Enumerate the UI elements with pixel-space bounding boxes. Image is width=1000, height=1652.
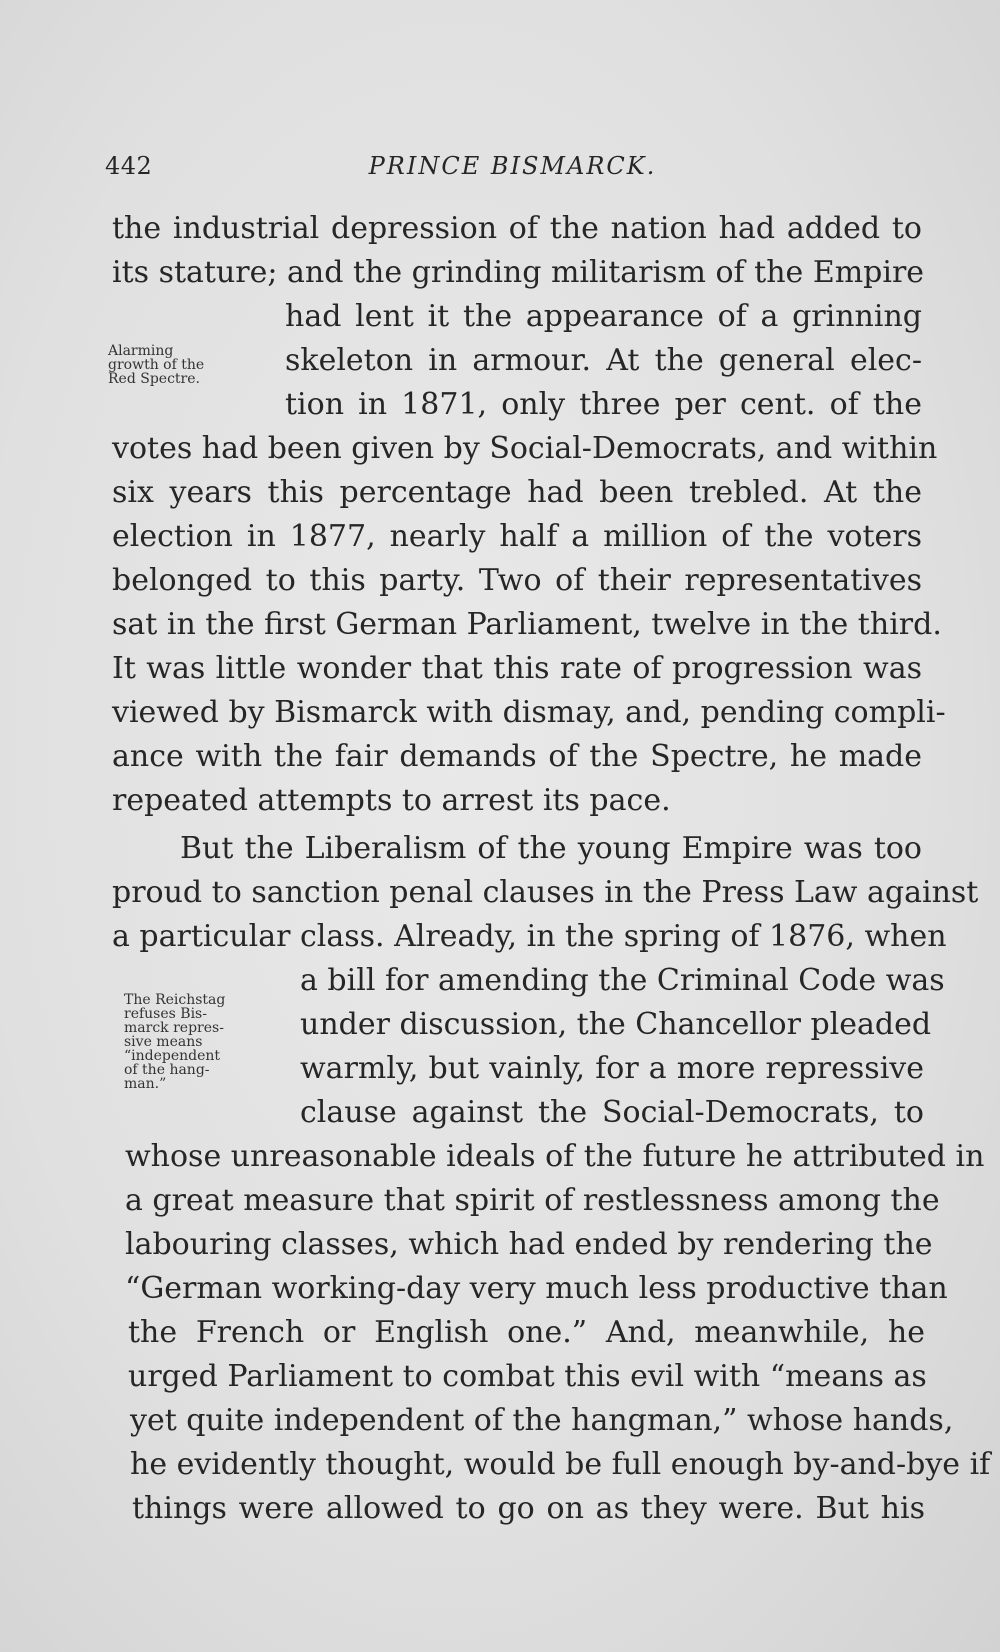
body-line: urged Parliament to combat this evil with “means as	[128, 1359, 927, 1394]
sidenote-line: Red Spectre.	[108, 371, 200, 387]
body-line: a bill for amending the Criminal Code was	[300, 963, 945, 998]
sidenote-reichstag-refuses	[124, 993, 284, 1091]
body-line: six years this percentage had been trebled. At the	[112, 475, 922, 510]
body-line: clause against the Social-Democrats, to	[300, 1095, 924, 1130]
sidenote-line: Alarming	[108, 343, 174, 359]
sidenote-line: The Reichstag	[124, 992, 226, 1008]
body-line: a particular class. Already, in the spring of 1876, when	[112, 919, 947, 954]
running-title: PRINCE BISMARCK.	[368, 152, 657, 180]
body-line: “German working-day very much less productive than	[125, 1271, 948, 1306]
body-line: the industrial depression of the nation had added to	[112, 211, 922, 246]
sidenote-alarming-growth	[108, 344, 258, 386]
page-header	[105, 152, 920, 188]
body-line: skeleton in armour. At the general elec-	[285, 343, 922, 378]
body-line: a great measure that spirit of restlessness among the	[125, 1183, 940, 1218]
body-line: ance with the fair demands of the Spectre, he made	[112, 739, 922, 774]
body-line: whose unreasonable ideals of the future he attributed in	[125, 1139, 985, 1174]
body-line: under discussion, the Chancellor pleaded	[300, 1007, 932, 1042]
body-line: proud to sanction penal clauses in the Press Law against	[112, 875, 979, 910]
sidenote-line: man.”	[124, 1076, 167, 1092]
body-line: It was little wonder that this rate of progression was	[112, 651, 922, 686]
sidenote-line: sive means	[124, 1034, 203, 1050]
body-line: warmly, but vainly, for a more repressive	[300, 1051, 924, 1086]
body-line: repeated attempts to arrest its pace.	[112, 783, 671, 818]
body-line: viewed by Bismarck with dismay, and, pending compli-	[112, 695, 946, 730]
body-line: election in 1877, nearly half a million of the voters	[112, 519, 922, 554]
sidenote-line: “independent	[124, 1048, 221, 1064]
sidenote-line: marck repres-	[124, 1020, 224, 1036]
body-line: belonged to this party. Two of their representatives	[112, 563, 922, 598]
body-line: he evidently thought, would be full enough by-and-bye if	[130, 1447, 991, 1482]
body-line: votes had been given by Social-Democrats, and within	[112, 431, 938, 466]
body-line: yet quite independent of the hangman,” whose hands,	[130, 1403, 954, 1438]
body-line: its stature; and the grinding militarism of the Empire	[112, 255, 925, 290]
page-number: 442	[105, 152, 153, 180]
body-line: sat in the first German Parliament, twelve in the third.	[112, 607, 942, 642]
body-line: the French or English one.” And, meanwhile, he	[128, 1315, 925, 1350]
body-line: things were allowed to go on as they were. But his	[132, 1491, 925, 1526]
body-line: But the Liberalism of the young Empire was too	[180, 831, 922, 866]
sidenote-line: of the hang-	[124, 1062, 210, 1078]
body-line: tion in 1871, only three per cent. of the	[285, 387, 922, 422]
body-line: had lent it the appearance of a grinning	[285, 299, 922, 334]
sidenote-line: refuses Bis-	[124, 1006, 207, 1022]
sidenote-line: growth of the	[108, 357, 205, 373]
body-line: labouring classes, which had ended by rendering the	[125, 1227, 933, 1262]
